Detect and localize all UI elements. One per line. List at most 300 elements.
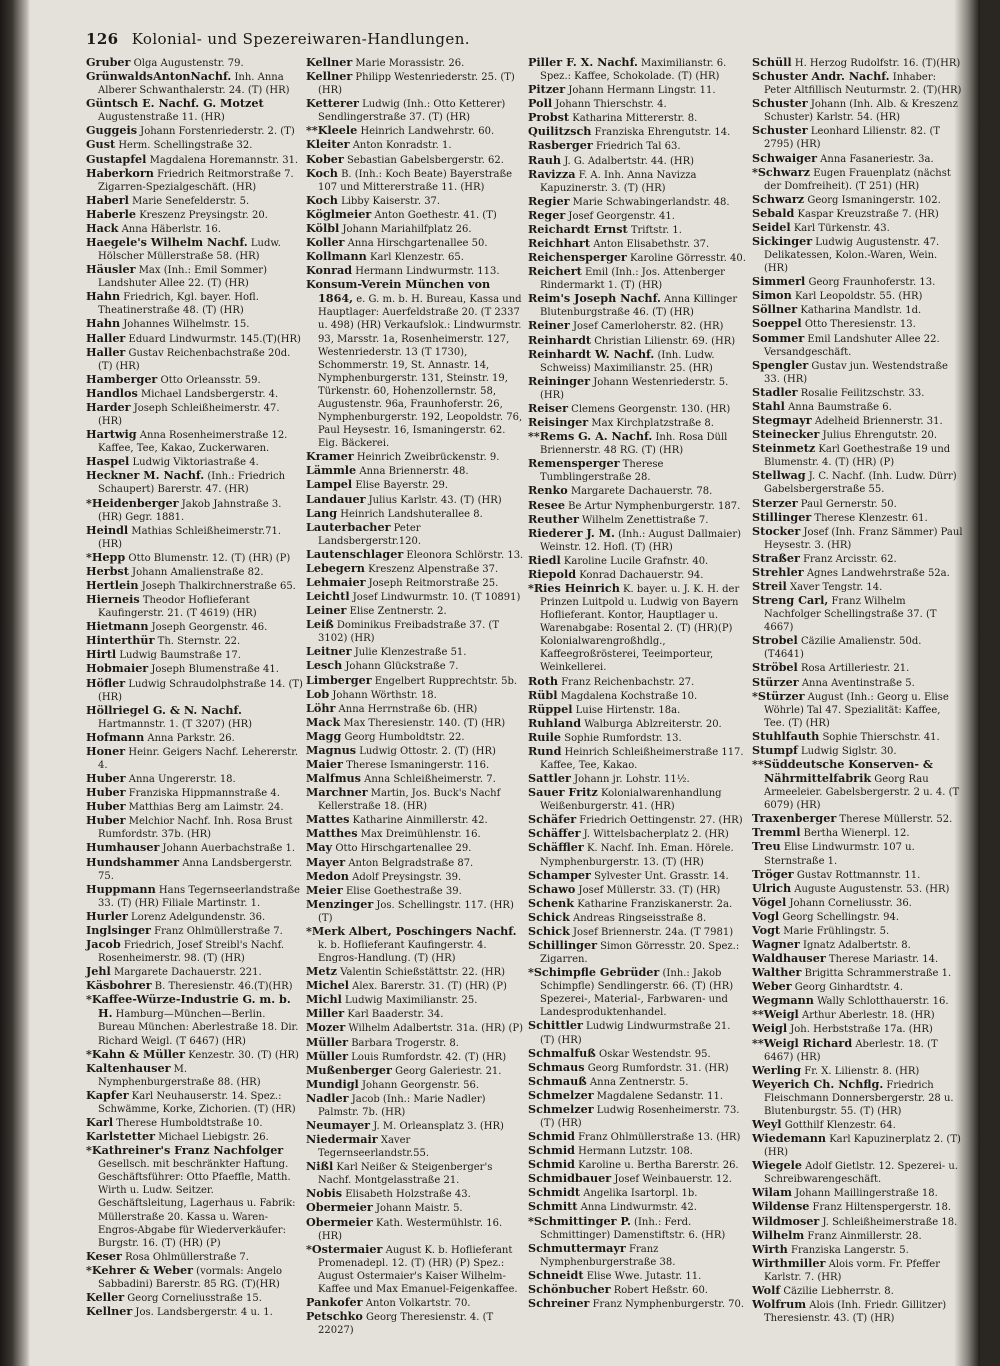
directory-entry: [306, 870, 524, 884]
directory-entry: [306, 507, 524, 521]
entry-name: Löhr: [306, 700, 336, 715]
entry-name: Stellwag: [752, 468, 806, 483]
entry-name: Stumpf: [752, 742, 798, 757]
entry-details: Friedrich Tal 63.: [592, 141, 681, 153]
entry-details: Georg Corneliusstraße 15.: [124, 1293, 262, 1305]
entry-details: Otto Theresienstr. 13.: [801, 319, 916, 331]
directory-entry: [306, 493, 524, 507]
entry-name: Tröger: [752, 866, 794, 881]
entry-name: *Kaffee-Würze-Industrie G. m. b. H.: [86, 992, 291, 1021]
directory-entry: [752, 1200, 964, 1214]
entry-details: Johann (Inh. Alb. & Kreszenz Schuster) Karlstr. 54. (HR): [764, 99, 958, 124]
directory-entry: [86, 593, 304, 620]
entry-name: Haller: [86, 344, 126, 359]
entry-details: Xaver Tegernseerlandstr.55.: [318, 1135, 430, 1160]
entry-details: Karl Türkenstr. 43.: [790, 222, 890, 234]
entry-name: Maier: [306, 756, 343, 771]
entry-details: Georg Schellingstr. 94.: [779, 911, 899, 923]
entry-details: (vormals: Angelo Sabbadini) Barerstr. 85 RG. (T)(HR): [98, 1265, 283, 1290]
entry-details: Johann Maillingerstraße 18.: [791, 1188, 938, 1200]
entry-details: Magdalene Sedanstr. 11.: [593, 1090, 724, 1102]
directory-entry: [306, 1243, 524, 1296]
entry-details: Anton Konradstr. 1.: [349, 140, 452, 152]
directory-entry: [86, 677, 304, 704]
entry-details: K. Nachf. Inh. Eman. Hörele. Nymphenburgerstr. 13. (T) (HR): [540, 843, 734, 868]
entry-name: **Weigl Richard: [752, 1035, 853, 1050]
entry-details: Joh. Herbststraße 17a. (HR): [787, 1024, 933, 1036]
entry-name: Wolfrum: [752, 1297, 807, 1312]
entry-name: Hobmaier: [86, 661, 149, 676]
directory-entry: [752, 676, 964, 690]
entry-name: Schwaiger: [752, 150, 817, 165]
entry-details: Sophie Rumfordstr. 13.: [561, 732, 682, 744]
directory-entry: [306, 138, 524, 152]
directory-entry: [306, 1133, 524, 1160]
entry-name: Ketterer: [306, 96, 359, 111]
directory-entry: [752, 303, 964, 317]
directory-entry: [528, 237, 748, 251]
directory-entry: [86, 124, 304, 138]
entry-details: Karl Neißer & Steigenberger's Nachf. Montgelasstraße 21.: [318, 1162, 493, 1187]
entry-name: Wiedemann: [752, 1131, 827, 1146]
entry-details: Agnes Landwehrstraße 52a.: [803, 567, 950, 579]
entry-details: Josef Weinbauerstr. 12.: [611, 1174, 732, 1186]
entry-name: Koch: [306, 165, 338, 180]
entry-name: Simon: [752, 288, 792, 303]
entry-name: Haberkorn: [86, 165, 154, 180]
entry-name: Vogt: [752, 922, 781, 937]
entry-details: Karoline Lucile Grafnstr. 40.: [560, 555, 709, 567]
directory-entry: [528, 1061, 748, 1075]
entry-details: Max Dreimühlenstr. 16.: [357, 829, 481, 841]
directory-entry: [86, 1250, 304, 1264]
entry-details: Anna Häberlstr. 16.: [118, 223, 221, 235]
entry-name: **Kleele: [306, 123, 358, 138]
entry-details: Rosa Ohlmüllerstraße 7.: [121, 1251, 249, 1263]
entry-details: Johann Georgenstr. 56.: [358, 1079, 480, 1091]
directory-entry: [528, 457, 748, 484]
entry-details: Marie Senefelderstr. 5.: [128, 195, 250, 207]
entry-details: Alois vorm. Fr. Pfeffer Karlstr. 7. (HR): [764, 1258, 940, 1283]
entry-name: Obermeier: [306, 1214, 373, 1229]
directory-entry: [86, 387, 304, 401]
entry-name: Petschko: [306, 1309, 363, 1324]
directory-entry: [528, 1089, 748, 1103]
entry-details: J. G. Adalbertstr. 44. (HR): [561, 155, 695, 167]
entry-details: J. Schleißheimerstraße 18.: [819, 1216, 958, 1228]
entry-name: Hartwig: [86, 427, 137, 442]
entry-name: Guggeis: [86, 123, 137, 138]
entry-details: Kolonialwarenhandlung Weißenburgerstr. 41. (HR): [540, 788, 722, 813]
entry-name: Leitner: [306, 644, 352, 659]
directory-entry: [528, 689, 748, 703]
directory-entry: [528, 154, 748, 168]
entry-details: Karl Kapuzinerplatz 2. (T) (HR): [764, 1134, 961, 1159]
entry-details: Mathias Schleißheimerstr.71. (HR): [98, 525, 282, 550]
directory-entry: [86, 551, 304, 565]
entry-details: Georg Ginhardtstr. 4.: [791, 982, 904, 994]
directory-entry: [752, 400, 964, 414]
entry-details: Valentin Schießstättstr. 22. (HR): [337, 967, 506, 979]
entry-name: Schäffler: [528, 840, 584, 855]
entry-details: Anton Belgradstraße 87.: [345, 857, 474, 869]
entry-name: Menzinger: [306, 896, 374, 911]
entry-details: Robert Heßstr. 60.: [610, 1284, 708, 1296]
directory-entry: [306, 993, 524, 1007]
entry-name: Malfmus: [306, 771, 361, 786]
entry-name: Karlstetter: [86, 1129, 156, 1144]
directory-entry: [528, 925, 748, 939]
entry-name: Schick: [528, 923, 570, 938]
entry-name: Reichhart: [528, 236, 591, 251]
entry-details: Heinrich Schleißheimerstraße 117. Kaffee, Tee, Kakao.: [540, 746, 744, 771]
entry-name: Nobis: [306, 1186, 343, 1201]
directory-entry: [752, 868, 964, 882]
directory-entry: [306, 827, 524, 841]
entry-name: Koller: [306, 235, 345, 250]
entry-name: Wirthmiller: [752, 1255, 826, 1270]
directory-entry: [306, 222, 524, 236]
entry-name: Reuther: [528, 511, 579, 526]
entry-details: Elise Bayerstr. 29.: [352, 480, 449, 492]
entry-details: August (Inh.: Georg u. Elise Wöhrle) Tal 47. Spezialität: Kaffee, Tee. (T) (HR): [764, 691, 949, 729]
directory-entry: [306, 1092, 524, 1119]
directory-entry: [752, 980, 964, 994]
directory-entry: [752, 952, 964, 966]
directory-entry: [528, 319, 748, 333]
entry-details: Engelbert Rupprechtstr. 5b.: [371, 675, 518, 687]
entry-name: Hurler: [86, 908, 128, 923]
entry-details: Karl Klenzestr. 65.: [366, 252, 464, 264]
directory-entry: [528, 209, 748, 223]
entry-name: Wilam: [752, 1185, 792, 1200]
directory-entry: [528, 265, 748, 292]
directory-entry: [528, 772, 748, 786]
entry-name: Schittler: [528, 1018, 583, 1033]
directory-entry: [86, 97, 304, 124]
entry-name: Vogl: [752, 908, 780, 923]
entry-name: Reininger: [528, 373, 591, 388]
entry-details: Therese Ismaningerstr. 116.: [342, 759, 490, 771]
entry-details: Sebastian Gabelsbergerstr. 62.: [343, 154, 504, 166]
directory-entry: [752, 882, 964, 896]
directory-entry: [528, 56, 748, 83]
entry-name: Treu: [752, 839, 781, 854]
entry-name: Wiegele: [752, 1158, 803, 1173]
directory-entry: [86, 373, 304, 387]
directory-entry: [306, 521, 524, 548]
directory-entry: [528, 195, 748, 209]
directory-entry: [752, 840, 964, 867]
entry-name: Stegmayr: [752, 413, 812, 428]
entry-name: Sommer: [752, 330, 805, 345]
entry-details: Gotthilf Klenzestr. 64.: [781, 1120, 896, 1132]
entry-details: Franziska Ehrengutstr. 14.: [591, 127, 731, 139]
directory-entry: [306, 70, 524, 97]
directory-entry: [306, 1160, 524, 1187]
entry-details: Peter Landsbergerstr.120.: [318, 522, 422, 547]
directory-entry: [86, 800, 304, 814]
entry-name: Mozer: [306, 1020, 346, 1035]
entry-name: Huber: [86, 771, 126, 786]
directory-entry: [752, 497, 964, 511]
directory-entry: [752, 317, 964, 331]
entry-name: Piller F. X. Nachf.: [528, 55, 638, 69]
directory-entry: [752, 1118, 964, 1132]
entry-name: Schäfer: [528, 812, 577, 827]
directory-entry: [306, 786, 524, 813]
entry-name: Schmitt: [528, 1199, 578, 1214]
entry-name: Müller: [306, 1034, 349, 1049]
entry-name: Lautenschlager: [306, 546, 404, 561]
entry-name: Schillinger: [528, 938, 597, 952]
entry-name: Gruber: [86, 55, 131, 69]
entry-details: B. (Inh.: Koch Beate) Bayerstraße 107 und Mittererstraße 11. (HR): [318, 168, 513, 193]
entry-name: Kellner: [306, 69, 353, 84]
entry-name: Obermeier: [306, 1200, 373, 1215]
directory-entry: [752, 566, 964, 580]
directory-entry: [528, 1075, 748, 1089]
entry-details: Anna Hirschgartenallee 50.: [344, 238, 488, 250]
entry-name: Probst: [528, 110, 570, 125]
entry-details: Ludwig Augustenstr. 47. Delikatessen, Kolon.-Waren, Wein. (HR): [764, 237, 940, 275]
entry-name: Käsbohrer: [86, 978, 152, 993]
entry-name: Mack: [306, 714, 341, 729]
directory-entry: [752, 525, 964, 552]
entry-details: Otto Blumenstr. 12. (T) (HR) (P): [125, 552, 291, 564]
entry-details: Anna Herrnstraße 6b. (HR): [335, 703, 478, 715]
directory-entry: [306, 674, 524, 688]
directory-entry: [306, 979, 524, 993]
directory-entry: [306, 716, 524, 730]
entry-details: Ludwig Lindwurmstraße 21. (T) (HR): [540, 1021, 731, 1046]
entry-name: Schüll: [752, 55, 792, 69]
entry-details: Louis Rumfordstr. 42. (T) (HR): [348, 1051, 507, 1063]
entry-details: Auguste Augustenstr. 53. (HR): [791, 883, 950, 895]
entry-name: Strehler: [752, 564, 804, 579]
entry-details: Inh. Anna Alberer Schwanthalerstr. 24. (T) (HR): [98, 72, 290, 97]
entry-details: Kath. Westermühlstr. 16. (HR): [318, 1217, 503, 1242]
entry-name: Heckner M. Nachf.: [86, 468, 205, 483]
directory-entry: [752, 428, 964, 442]
entry-name: Lob: [306, 686, 330, 701]
entry-details: Johann Maistr. 5.: [372, 1203, 463, 1215]
entry-name: Hietmann: [86, 619, 149, 634]
directory-entry: [528, 827, 748, 841]
entry-details: Therese Mariastr. 14.: [825, 954, 939, 966]
entry-name: Kramer: [306, 449, 354, 464]
directory-entry: [306, 194, 524, 208]
directory-entry: [528, 348, 748, 375]
directory-entry: [528, 1047, 748, 1061]
entry-details: Franz Hiltenspergerstr. 18.: [809, 1202, 952, 1214]
entry-details: Konrad Dachauerstr. 94.: [576, 569, 704, 581]
entry-details: Xaver Tengstr. 14.: [786, 581, 883, 593]
directory-entry: [86, 70, 304, 97]
directory-entry: [752, 690, 964, 730]
entry-details: Hermann Lindwurmstr. 113.: [352, 266, 500, 278]
entry-name: May: [306, 840, 333, 855]
directory-entry: [752, 359, 964, 386]
entry-details: Jos. Schellingstr. 117. (HR) (T): [318, 899, 514, 924]
entry-details: Anna Aventinstraße 5.: [798, 677, 915, 689]
directory-entry: [86, 704, 304, 731]
entry-details: Ludwig Viktoriastraße 4.: [129, 457, 259, 469]
entry-details: Rosalie Feilitzschstr. 33.: [797, 387, 925, 399]
entry-details: Franz Ainmillerstr. 28.: [804, 1230, 922, 1242]
entry-details: Johann Glückstraße 7.: [342, 661, 459, 673]
entry-name: Strobel: [752, 633, 798, 648]
entry-name: Ruhland: [528, 715, 582, 730]
entry-details: Anna Parkstr. 26.: [144, 732, 235, 744]
entry-name: Wagner: [752, 937, 800, 951]
directory-entry: [528, 1158, 748, 1172]
entry-details: Martin, Jos. Buck's Nachf Kellerstraße 18. (HR): [318, 788, 501, 813]
entry-details: (Inh.: Ferd. Schmittinger) Damenstiftstr. 6. (HR): [540, 1216, 726, 1241]
directory-entry: [306, 124, 524, 138]
entry-details: J. C. Nachf. (Inh. Ludw. Dürr) Gabelsbergerstraße 55.: [764, 471, 957, 496]
entry-details: Anna Baumstraße 6.: [784, 401, 892, 413]
entry-name: Höllriegel G. & N. Nachf.: [86, 702, 242, 717]
directory-entry: [86, 856, 304, 883]
entry-name: Mußenberger: [306, 1062, 392, 1077]
entry-details: Heinrich Landwehrstr. 60.: [357, 126, 495, 138]
entry-details: Luise Hirtenstr. 18a.: [572, 704, 681, 716]
entry-name: *Stürzer: [752, 688, 805, 703]
entry-name: Reichardt Ernst: [528, 221, 628, 236]
entry-name: Humhauser: [86, 840, 160, 855]
entry-details: Eleonora Schlörstr. 13.: [403, 549, 524, 561]
entry-name: Schmelzer: [528, 1087, 594, 1102]
directory-entry: [86, 455, 304, 469]
entry-details: Anton Elisabethstr. 37.: [590, 239, 710, 251]
entry-details: Therese Humboldtstraße 10.: [113, 1118, 263, 1130]
entry-name: Medon: [306, 868, 349, 883]
entry-details: Magdalena Kochstraße 10.: [557, 690, 698, 702]
entry-name: Koch: [306, 192, 338, 207]
entry-details: Joseph Blumenstraße 41.: [148, 664, 279, 676]
entry-name: Gust: [86, 137, 116, 152]
entry-name: Sickinger: [752, 234, 813, 249]
entry-name: Gustapfel: [86, 151, 147, 166]
entry-name: Steinmetz: [752, 441, 816, 456]
directory-entry: [528, 499, 748, 513]
directory-entry: [306, 1119, 524, 1133]
entry-details: Franziska Hippmannstraße 4.: [125, 788, 280, 800]
directory-entry: [86, 910, 304, 924]
directory-entry: [752, 56, 964, 70]
directory-entry: [86, 317, 304, 331]
entry-name: Miller: [306, 1006, 345, 1021]
entry-name: Stillinger: [752, 509, 812, 524]
directory-entry: [86, 772, 304, 786]
entry-name: Schmuttermayr: [528, 1240, 626, 1255]
entry-details: Ludwig Rosenheimerstr. 73. (T) (HR): [540, 1104, 740, 1130]
entry-name: Schawo: [528, 881, 576, 896]
entry-name: Leichtl: [306, 589, 350, 604]
entry-name: Wirth: [752, 1241, 788, 1256]
entry-details: Gustav Reichenbachstraße 20d. (T) (HR): [98, 347, 291, 372]
entry-name: Walther: [752, 965, 802, 980]
entry-name: Wildense: [752, 1199, 810, 1214]
entry-name: Sebald: [752, 205, 795, 220]
directory-entry: [752, 744, 964, 758]
entry-details: Georg Galeriestr. 21.: [391, 1065, 502, 1077]
entry-name: Stocker: [752, 523, 801, 538]
directory-entry: [752, 661, 964, 675]
entry-name: Rüppel: [528, 701, 573, 716]
entry-details: Heinrich Landshuterallee 8.: [337, 508, 483, 520]
entry-name: Weber: [752, 979, 792, 994]
entry-name: Weyl: [752, 1117, 782, 1132]
directory-entry: [86, 56, 304, 70]
entry-details: Ludwig Siglstr. 30.: [797, 745, 897, 757]
entry-details: Johann Forstenriederstr. 2. (T): [137, 126, 295, 138]
entry-details: Ludw. Hölscher Müllerstraße 58. (HR): [98, 238, 281, 263]
directory-entry: [752, 386, 964, 400]
entry-name: Kaltenhauser: [86, 1060, 171, 1075]
entry-name: *Hepp: [86, 549, 126, 564]
entry-name: Rauh: [528, 152, 562, 167]
directory-entry: [528, 1019, 748, 1046]
entry-details: Hartmannstr. 1. (T 3207) (HR): [98, 718, 253, 730]
entry-name: *Ostermaier: [306, 1241, 383, 1256]
entry-details: Elise Zentnerstr. 2.: [346, 606, 447, 618]
directory-entry: [528, 897, 748, 911]
entry-name: Huber: [86, 813, 126, 828]
entry-details: Johann Corneliusstr. 36.: [786, 897, 912, 909]
entry-name: *Kehrer & Weber: [86, 1262, 193, 1277]
entry-details: Johann Mariahilfplatz 26.: [339, 223, 472, 235]
directory-entry: [86, 332, 304, 346]
entry-details: Barbara Trogerstr. 8.: [348, 1037, 459, 1049]
entry-details: Marie Morassistr. 26.: [352, 58, 465, 69]
entry-details: Therese Tumblingerstraße 28.: [540, 459, 664, 484]
entry-details: Michael Liebigstr. 26.: [155, 1132, 269, 1144]
entry-name: Hirtl: [86, 647, 117, 662]
entry-name: Metz: [306, 964, 338, 979]
directory-entry: [752, 1022, 964, 1036]
entry-name: Haberle: [86, 206, 137, 221]
entry-name: Schäffer: [528, 826, 581, 841]
entry-name: Regier: [528, 193, 570, 208]
entry-name: Schick: [528, 909, 570, 924]
entry-details: Wilhelm Zenettistraße 7.: [578, 514, 709, 526]
entry-details: Elisabeth Holzstraße 43.: [342, 1189, 471, 1201]
entry-details: Max (Inh.: Emil Sommer) Landshuter Allee 22. (T) (HR): [98, 265, 267, 290]
directory-entry: [528, 883, 748, 897]
directory-entry: [528, 125, 748, 139]
entry-details: Gustav Rottmannstr. 11.: [793, 869, 921, 881]
entry-name: Streng Carl,: [752, 593, 829, 608]
entry-details: Franz Arcisstr. 62.: [799, 553, 897, 565]
entry-details: (Inh.: August Dallmaier) Weinstr. 12. Hofl. (T) (HR): [540, 528, 741, 553]
directory-entry: [528, 703, 748, 717]
entry-name: Lämmle: [306, 463, 357, 478]
directory-entry: [752, 580, 964, 594]
entry-name: Ulrich: [752, 880, 792, 895]
entry-name: Nadler: [306, 1090, 349, 1105]
entry-details: Josef Camerloherstr. 82. (HR): [569, 321, 724, 333]
entry-details: Ludwig Ottostr. 2. (T) (HR): [356, 745, 496, 757]
entry-name: Schmid: [528, 1129, 575, 1144]
entry-name: Reichensperger: [528, 250, 627, 265]
directory-entry: [86, 222, 304, 236]
entry-name: Keser: [86, 1248, 122, 1263]
entry-name: Michel: [306, 978, 349, 993]
directory-entry: [86, 346, 304, 373]
directory-entry: [528, 1269, 748, 1283]
